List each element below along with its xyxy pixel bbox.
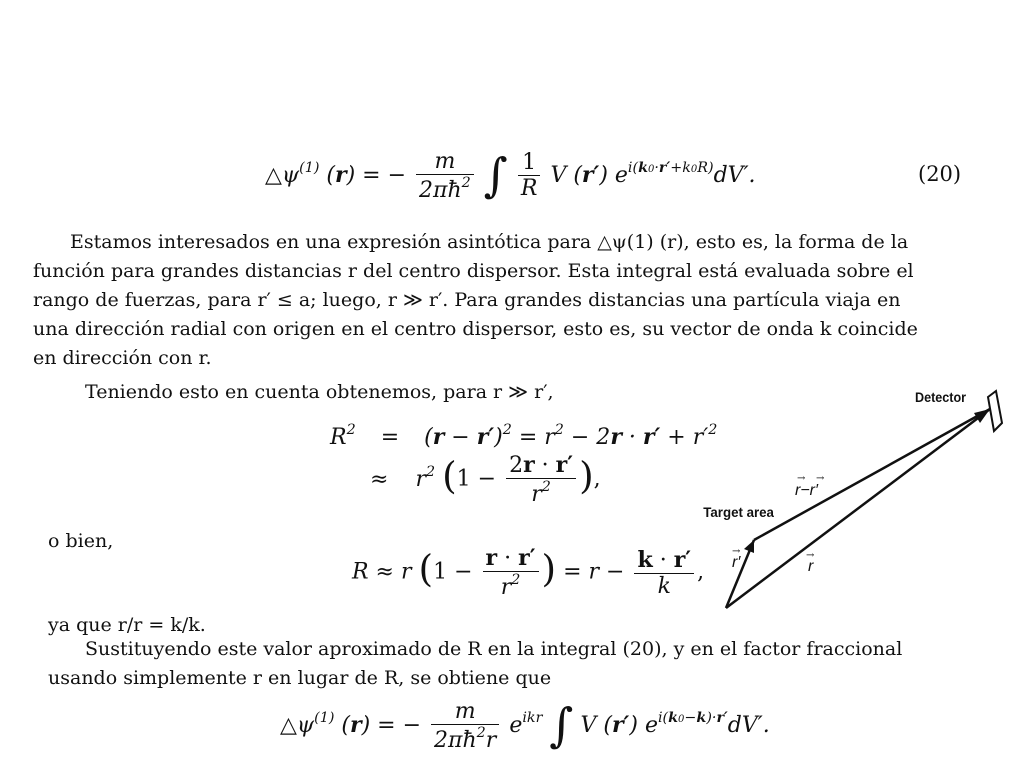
label-target-area: Target area [703, 504, 774, 521]
paragraph-3-line: Sustituyendo este valor aproximado de R en la integral (20), y en el factor fraccional [85, 638, 903, 660]
text-o-bien: o bien, [48, 530, 114, 552]
fraction-m-over-2pihbar2r [431, 699, 499, 753]
fraction-r-dot-rp-over-r2 [483, 545, 539, 600]
vector-r-minus-rprime-line [754, 409, 990, 540]
equation-number-20: (20) [918, 162, 962, 186]
frac-denominator: R [520, 176, 538, 202]
fraction-m-over-2pihbar2 [416, 149, 474, 203]
frac-numerator: m [416, 149, 474, 175]
frac-numerator: 1 [518, 150, 541, 176]
fraction-1-over-R [518, 150, 541, 201]
scattering-diagram [690, 375, 1020, 625]
vector-arrow-icon: → [816, 473, 825, 484]
paragraph-1-line: una dirección radial con origen en el centro dispersor, esto es, su vector de onda k coincide [33, 318, 918, 340]
fraction-k-dot-rp-over-k [634, 547, 694, 599]
text-ya-que: ya que r/r = k/k. [48, 614, 206, 636]
paragraph-1-line: en dirección con r. [33, 347, 212, 369]
fraction-2r-dot-rp-over-r2 [506, 452, 576, 507]
integral-sign: ∫ [483, 148, 508, 202]
frac-denominator: $2\pi ħ^2$ [419, 174, 471, 203]
paragraph-1-line: función para grandes distancias r del centro dispersor. Esta integral está evaluada sobre el [33, 260, 914, 282]
integral-sign: ∫ [549, 698, 574, 752]
frac-numerator: r · r′ [483, 545, 539, 572]
frac-numerator: 2r · r′ [506, 452, 576, 479]
paragraph-3-line: usando simplemente r en lugar de R, se obtiene que [48, 667, 552, 689]
label-detector: Detector [915, 389, 967, 406]
frac-numerator: m [431, 699, 499, 725]
detector-plate-icon [988, 391, 1002, 431]
vector-arrow-icon: → [732, 546, 741, 557]
paragraph-3 [48, 635, 978, 693]
vector-arrow-icon: → [797, 473, 806, 484]
vector-arrow-icon: → [806, 550, 815, 561]
label-r: r [808, 558, 814, 575]
arrowhead-icon [974, 409, 990, 423]
equation-R2-line1: $R^2 = (r - r')^2 = r^2 - 2r \cdot r' + r'^2$ [330, 422, 718, 450]
equation-final: $\triangle\psi^{(1)}$ (r) = − $\frac{m}{2\pi ħ^2r}$ $e^{ikr}$ ∫ V (r′) $e^{i(k0-k)\cdot r'}dV'$. [280, 698, 770, 753]
frac-numerator: k · r′ [634, 547, 694, 574]
paragraph-1-line: rango de fuerzas, para r′ ≤ a; luego, r ≫ r′. Para grandes distancias una partícula viaja en [33, 289, 901, 311]
frac-denominator: $r^2$ [531, 479, 551, 507]
label-r-minus-rprime: r−r′ [795, 482, 818, 499]
paragraph-2: Teniendo esto en cuenta obtenemos, para r ≫ r′, [85, 381, 554, 403]
paragraph-1-line: Estamos interesados en una expresión asintótica para △ψ(1) (r), esto es, la forma de la [70, 231, 909, 253]
frac-denominator: $r^2$ [500, 572, 521, 600]
paragraph-1 [33, 228, 973, 373]
label-r-prime: r′ [732, 554, 741, 571]
equation-R2-line2: ≈ $r^2$ (1 − $\frac{2r \cdot r'}{r^2}$ ), [370, 452, 601, 507]
frac-denominator: $2\pi ħ^2r$ [434, 724, 497, 753]
frac-denominator: k [657, 573, 671, 599]
equation-20: $\triangle\psi^{(1)}$ (r) = − $\frac{m}{2\pi ħ^2}$ ∫ $\frac{1}{R}$ V (r′) $e^{i(k0\cdot r'+k0R)}dV'$. [265, 148, 756, 203]
equation-R-approx: R ≈ r (1 − $\frac{r \cdot r'}{r^2}$ ) = r − $\frac{k \cdot r'}{k}$ , [352, 545, 705, 600]
